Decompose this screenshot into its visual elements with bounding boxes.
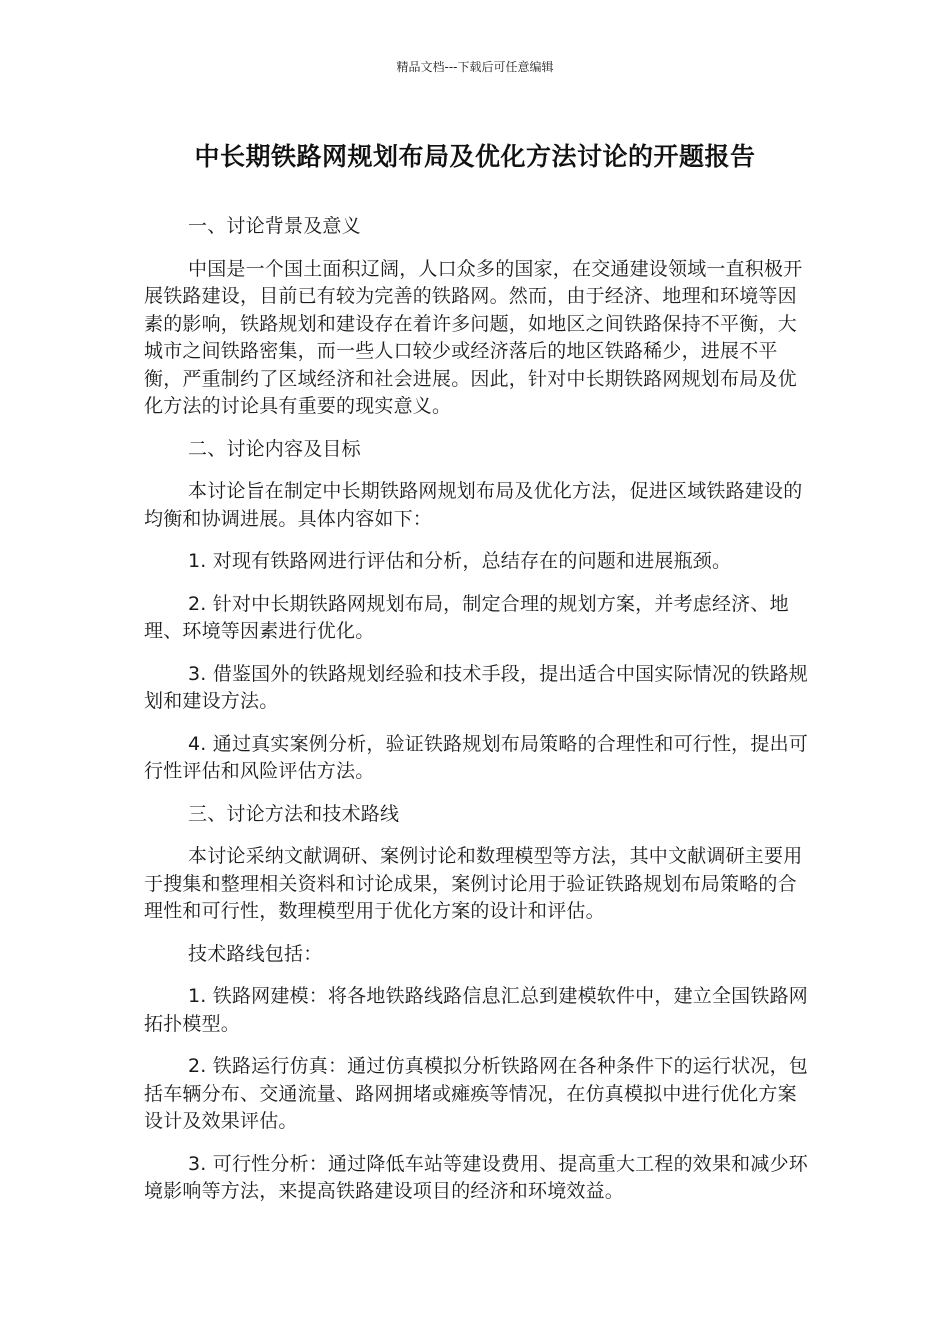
content-item-4: 4. 通过真实案例分析，验证铁路规划布局策略的合理性和可行性，提出可行性评估和风险评估方法。: [144, 732, 808, 782]
content-item-1: 1. 对现有铁路网进行评估和分析，总结存在的问题和进展瓶颈。: [188, 550, 732, 572]
tech-route-item-3: 3. 可行性分析：通过降低车站等建设费用、提高重大工程的效果和减少环境影响等方法，来提高铁路建设项目的经济和环境效益。: [144, 1152, 808, 1202]
paragraph-background: 中国是一个国土面积辽阔，人口众多的国家，在交通建设领域一直积极开展铁路建设，目前已有较为完善的铁路网。然而，由于经济、地理和环境等因素的影响，铁路规划和建设存在着许多问题，如地区之间铁路保持不平衡，大城市之间铁路密集，而一些人口较少或经济落后的地区铁路稀少，进展不平衡，严重制约了区域经济和社会进展。因此，针对中长期铁路网规划布局及优化方法的讨论具有重要的现实意义。: [144, 257, 803, 417]
section-heading-2: 二、讨论内容及目标: [188, 437, 361, 460]
paragraph-methods: 本讨论采纳文献调研、案例讨论和数理模型等方法，其中文献调研主要用于搜集和整理相关资料和讨论成果，案例讨论用于验证铁路规划布局策略的合理性和可行性，数理模型用于优化方案的设计和评估。: [144, 845, 803, 922]
tech-route-item-1: 1. 铁路网建模：将各地铁路线路信息汇总到建模软件中，建立全国铁路网拓扑模型。: [144, 985, 808, 1035]
document-body: [144, 213, 808, 1221]
page-header: 精品文档---下载后可任意编辑: [396, 60, 554, 74]
tech-route-intro: 技术路线包括：: [188, 942, 323, 965]
content-item-3: 3. 借鉴国外的铁路规划经验和技术手段，提出适合中国实际情况的铁路规划和建设方法。: [144, 662, 808, 712]
document-title: 中长期铁路网规划布局及优化方法讨论的开题报告: [194, 142, 756, 171]
section-heading-3: 三、讨论方法和技术路线: [188, 802, 400, 825]
content-item-2: 2. 针对中长期铁路网规划布局，制定合理的规划方案，并考虑经济、地理、环境等因素进行优化。: [144, 592, 789, 642]
section-heading-1: 一、讨论背景及意义: [188, 215, 361, 237]
paragraph-content-intro: 本讨论旨在制定中长期铁路网规划布局及优化方法，促进区域铁路建设的均衡和协调进展。具体内容如下：: [144, 480, 803, 530]
tech-route-item-2: 2. 铁路运行仿真：通过仿真模拟分析铁路网在各种条件下的运行状况，包括车辆分布、交通流量、路网拥堵或瘫痪等情况，在仿真模拟中进行优化方案设计及效果评估。: [144, 1055, 808, 1132]
